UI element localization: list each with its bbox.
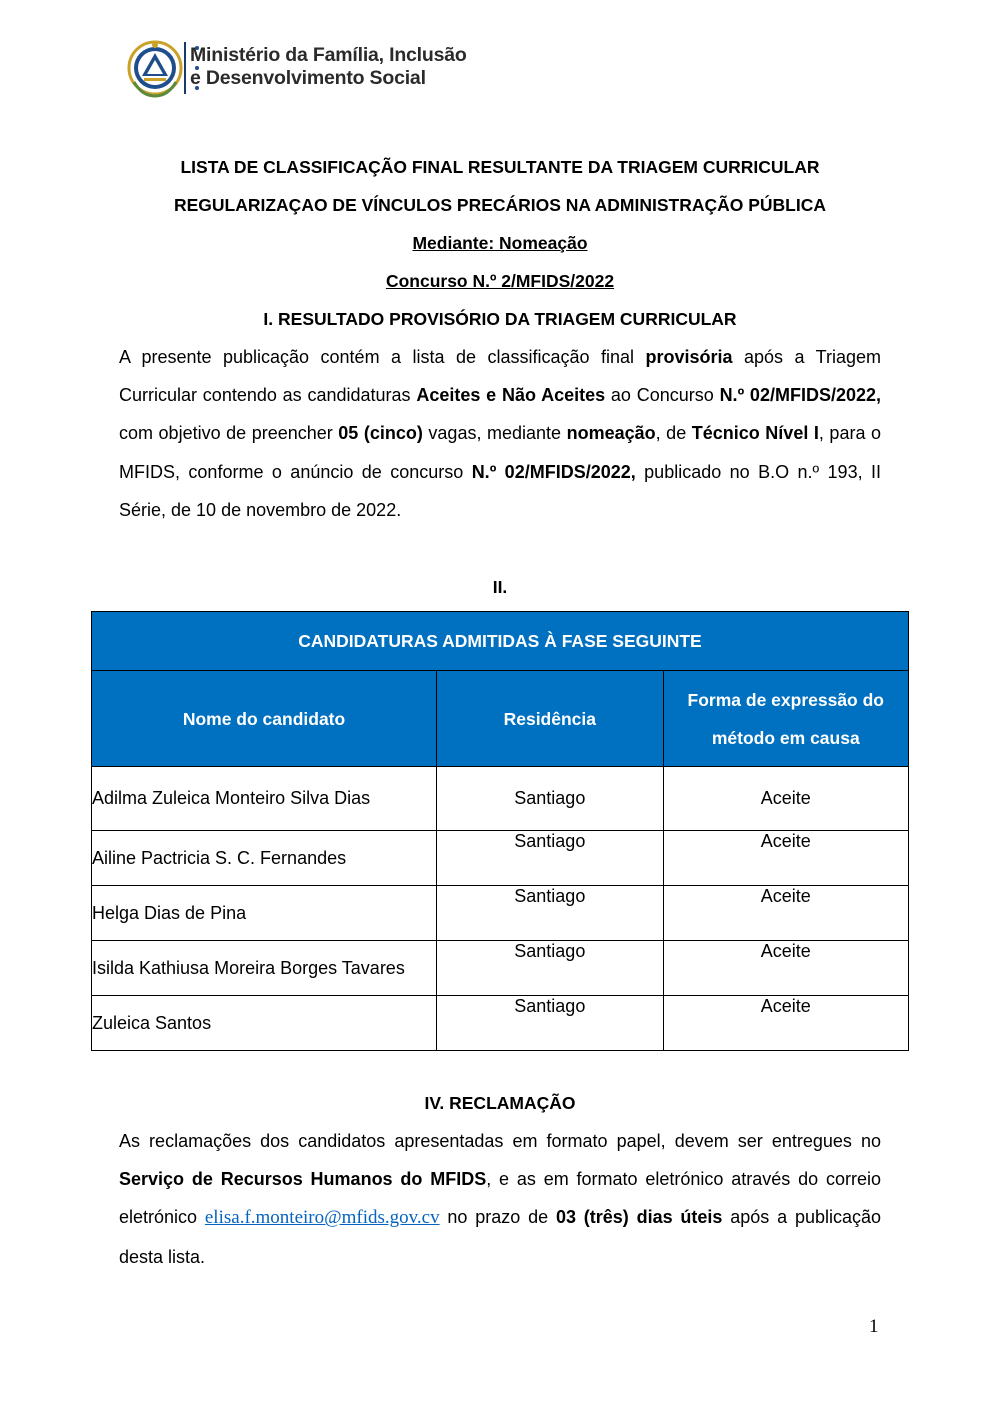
candidate-residence: Santiago bbox=[437, 831, 664, 886]
bold-run: Aceites e Não Aceites bbox=[416, 385, 606, 406]
candidate-status: Aceite bbox=[663, 941, 908, 996]
title-line-2: REGULARIZAÇAO DE VÍNCULOS PRECÁRIOS NA ADMINISTRAÇÃO PÚBLICA bbox=[173, 195, 827, 215]
email-link[interactable]: elisa.f.monteiro@mfids.gov.cv bbox=[204, 1207, 440, 1229]
text-run: A presente publicação contém a lista de classificação final bbox=[119, 347, 646, 367]
column-header-residence: Residência bbox=[437, 671, 664, 767]
candidate-status: Aceite bbox=[663, 831, 908, 886]
section-1-paragraph bbox=[119, 338, 881, 529]
coat-of-arms-icon bbox=[124, 38, 186, 100]
text-run: no prazo de bbox=[439, 1207, 556, 1228]
section-4-heading: IV. RECLAMAÇÃO bbox=[424, 1093, 576, 1113]
candidate-name: Helga Dias de Pina bbox=[92, 886, 437, 941]
concurso-label: Concurso N.º 2/MFIDS/2022 bbox=[385, 271, 615, 291]
table-row bbox=[92, 941, 909, 996]
table-row bbox=[92, 886, 909, 941]
org-line-2: e Desenvolvimento Social bbox=[190, 67, 426, 89]
header-logo bbox=[124, 38, 504, 98]
bold-run: 03 (três) dias úteis bbox=[555, 1207, 723, 1228]
text-run: com objetivo de preencher bbox=[119, 423, 339, 444]
candidate-residence: Santiago bbox=[437, 886, 664, 941]
bold-run: nomeação bbox=[566, 423, 656, 444]
organization-name bbox=[190, 44, 467, 90]
bold-run: N.º 02/MFIDS/2022, bbox=[471, 461, 636, 482]
candidate-status: Aceite bbox=[663, 886, 908, 941]
table-row bbox=[92, 831, 909, 886]
candidate-status: Aceite bbox=[663, 996, 908, 1051]
bold-run: Técnico Nível I bbox=[691, 423, 819, 444]
table-title: CANDIDATURAS ADMITIDAS À FASE SEGUINTE bbox=[92, 612, 909, 671]
bold-run: N.º 02/MFIDS/2022, bbox=[719, 385, 881, 406]
column-header-name: Nome do candidato bbox=[92, 671, 437, 767]
text-run: , e as em formato eletrónico através do correio eletrónico bbox=[119, 1169, 881, 1228]
candidate-name: Zuleica Santos bbox=[92, 996, 437, 1051]
table-row bbox=[92, 996, 909, 1051]
candidate-residence: Santiago bbox=[437, 941, 664, 996]
title-line-4 bbox=[0, 271, 1000, 292]
bold-run: provisória bbox=[645, 347, 733, 367]
title-line-1: LISTA DE CLASSIFICAÇÃO FINAL RESULTANTE DA TRIAGEM CURRICULAR bbox=[180, 157, 820, 177]
bold-run: Serviço de Recursos Humanos do MFIDS bbox=[119, 1169, 487, 1190]
candidate-residence: Santiago bbox=[437, 767, 664, 831]
logo-divider bbox=[184, 42, 186, 94]
section-1-heading: I. RESULTADO PROVISÓRIO DA TRIAGEM CURRICULAR bbox=[263, 309, 737, 329]
text-run: vagas, mediante bbox=[422, 423, 567, 444]
page-number: 1 bbox=[869, 1316, 879, 1337]
candidate-name: Adilma Zuleica Monteiro Silva Dias bbox=[92, 767, 437, 831]
candidate-name: Ailine Pactricia S. C. Fernandes bbox=[92, 831, 437, 886]
candidate-status: Aceite bbox=[663, 767, 908, 831]
text-run: , para o MFIDS, conforme o anúncio de concurso bbox=[119, 423, 882, 482]
org-line-1: Ministério da Família, Inclusão bbox=[190, 44, 467, 66]
bold-run: 05 (cinco) bbox=[338, 423, 423, 444]
text-run: ao Concurso bbox=[605, 385, 720, 406]
section-2-heading: II. bbox=[492, 577, 508, 597]
mediante-label: Mediante: Nomeação bbox=[412, 233, 588, 253]
column-header-method: Forma de expressão do método em causa bbox=[663, 671, 908, 767]
text-run: após a publicação desta lista. bbox=[119, 1207, 882, 1267]
candidate-name: Isilda Kathiusa Moreira Borges Tavares bbox=[92, 941, 437, 996]
section-4-paragraph bbox=[119, 1122, 881, 1276]
text-run: publicado no B.O n.º 193, II Série, de 10 de novembro de 2022. bbox=[119, 461, 881, 520]
text-run: , de bbox=[655, 423, 692, 444]
text-run: após a Triagem Curricular contendo as candidaturas bbox=[119, 347, 881, 406]
text-run: As reclamações dos candidatos apresentadas em formato papel, devem ser entregues no bbox=[119, 1131, 881, 1151]
table-row bbox=[92, 767, 909, 831]
candidate-residence: Santiago bbox=[437, 996, 664, 1051]
title-line-3 bbox=[0, 233, 1000, 254]
candidates-table bbox=[91, 611, 909, 1051]
